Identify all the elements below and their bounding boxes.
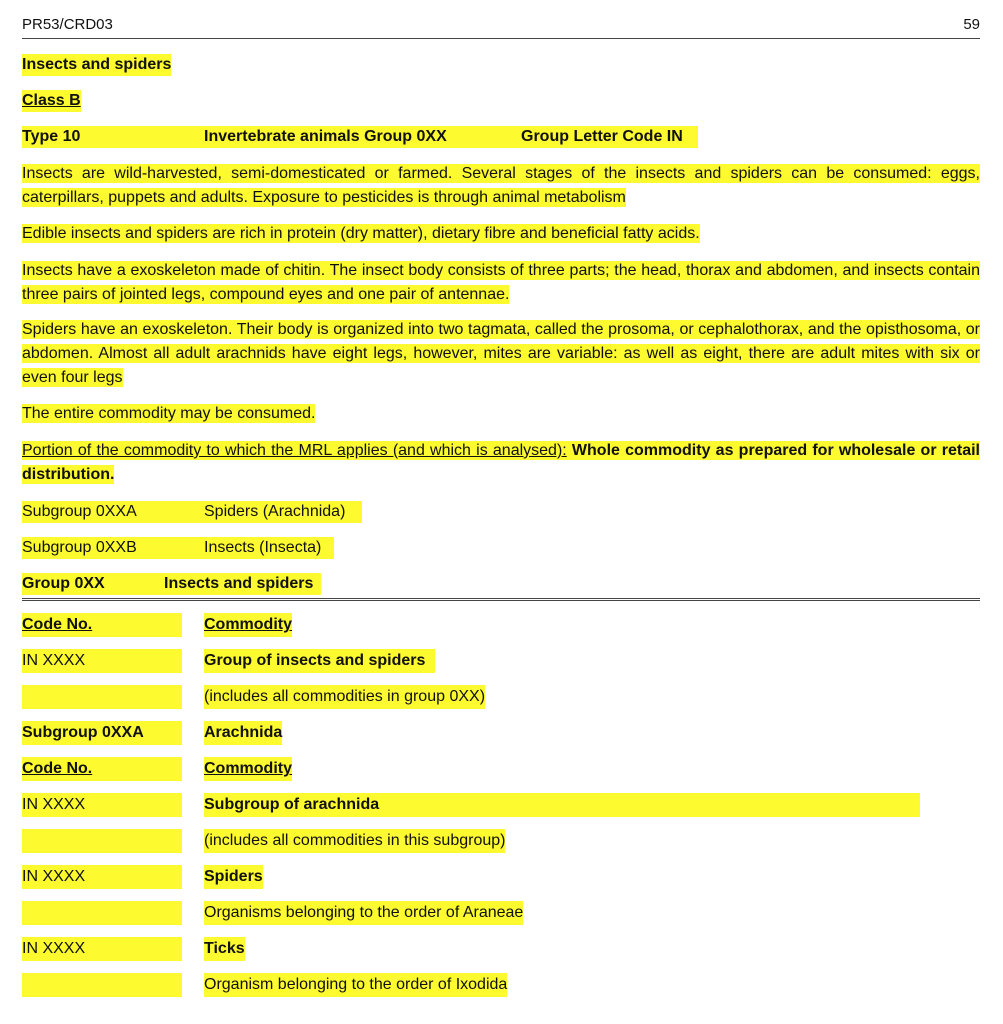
table-header-row — [22, 757, 980, 781]
p3-text-c: . The insect body consists of three parts; the — [320, 262, 642, 279]
p3-text-a: Insects have a — [22, 262, 131, 279]
table-row — [22, 649, 980, 673]
paragraph-2 — [22, 222, 980, 246]
column-header-commodity: Commodity — [204, 757, 292, 781]
group-letter-code: Group Letter Code IN — [521, 128, 683, 145]
code-cell — [22, 901, 182, 925]
table-row — [22, 901, 980, 925]
paragraph-5-text: The entire commodity may be consumed. — [22, 405, 316, 422]
group-name: Insects and spiders — [164, 575, 314, 592]
table-row — [22, 829, 980, 853]
subgroup-code: Subgroup 0XXB — [22, 539, 137, 556]
type-number: Type 10 — [22, 128, 81, 145]
document-code: PR53/CRD03 — [22, 16, 113, 33]
subgroup-heading-name: Arachnida — [204, 721, 282, 745]
column-header-code: Code No. — [22, 613, 182, 637]
code-cell: IN XXXX — [22, 649, 182, 673]
commodity-cell: (includes all commodities in group 0XX) — [204, 685, 485, 709]
subgroup-line-a — [22, 501, 362, 523]
subgroup-heading-code: Subgroup 0XXA — [22, 721, 182, 745]
p3-text-d: head, thorax — [641, 262, 731, 279]
column-header-code: Code No. — [22, 757, 182, 781]
commodity-cell: Organisms belonging to the order of Araneae — [204, 901, 523, 925]
type-line — [22, 126, 698, 148]
subgroup-name: Spiders (Arachnida) — [204, 503, 346, 520]
code-cell: IN XXXX — [22, 937, 182, 961]
p3-text-f: abdomen — [766, 262, 834, 279]
code-cell: IN XXXX — [22, 865, 182, 889]
section-divider — [22, 598, 980, 601]
p3-text-e: and — [730, 262, 767, 279]
table-row — [22, 973, 980, 997]
column-header-commodity: Commodity — [204, 613, 292, 637]
table-row — [22, 937, 980, 961]
paragraph-4-text: Spiders have an exoskeleton. Their body is organized into two tagmata, called the prosoma, or cephalothorax, and the opisthosoma, or abdomen. Almost all adult arachnids have eight legs, however, mites are variable: as well as eight, there are adult mites with six or even four legs — [22, 321, 980, 386]
table-row — [22, 685, 980, 709]
table-row — [22, 865, 980, 889]
section-title: Insects and spiders — [22, 54, 171, 76]
page-number: 59 — [963, 16, 980, 33]
p3-text-b: exoskeleton made of chitin — [130, 262, 321, 279]
subgroup-line-b — [22, 537, 334, 559]
page-header — [22, 12, 980, 39]
p3-text-i: and one pair of — [322, 286, 439, 303]
code-cell — [22, 973, 182, 997]
code-cell: IN XXXX — [22, 793, 182, 817]
paragraph-6 — [22, 439, 980, 487]
paragraph-5 — [22, 402, 980, 426]
subgroup-code: Subgroup 0XXA — [22, 503, 137, 520]
type-group: Invertebrate animals Group 0XX — [204, 128, 447, 145]
group-heading — [22, 573, 321, 595]
paragraph-1-text: Insects are wild-harvested, semi-domesticated or farmed. Several stages of the insects and spiders can be consumed: eggs, caterpillars, puppets and adults. Exposure to pesticides is through animal metabolism — [22, 165, 980, 206]
commodity-cell: Subgroup of arachnida — [204, 793, 920, 817]
code-cell — [22, 685, 182, 709]
group-code: Group 0XX — [22, 575, 105, 592]
subgroup-heading-row — [22, 721, 980, 745]
paragraph-6-bold: Whole commodity as prepared for wholesale or retail distribution. — [22, 442, 980, 483]
p3-text-h: legs, compound eyes — [171, 286, 323, 303]
paragraph-6-underlined: Portion of the commodity to which the MRL applies (and which is analysed): — [22, 442, 567, 459]
commodity-cell: (includes all commodities in this subgroup) — [204, 829, 505, 853]
paragraph-3 — [22, 259, 980, 307]
paragraph-1 — [22, 162, 980, 210]
table-row — [22, 793, 980, 817]
paragraph-4 — [22, 318, 980, 390]
commodity-cell: Group of insects and spiders — [204, 649, 435, 673]
commodity-cell: Organism belonging to the order of Ixodida — [204, 973, 507, 997]
p3-text-j: antennae. — [438, 286, 510, 303]
paragraph-2-text: Edible insects and spiders are rich in protein (dry matter), dietary fibre and beneficial fatty acids. — [22, 225, 700, 242]
table-header-row — [22, 613, 980, 637]
commodity-cell: Spiders — [204, 865, 263, 889]
p3-text-g: , and insects contain three pairs of jointed — [22, 262, 981, 303]
class-label: Class B — [22, 90, 81, 112]
commodity-cell: Ticks — [204, 937, 245, 961]
subgroup-name: Insects (Insecta) — [204, 539, 322, 556]
code-cell — [22, 829, 182, 853]
